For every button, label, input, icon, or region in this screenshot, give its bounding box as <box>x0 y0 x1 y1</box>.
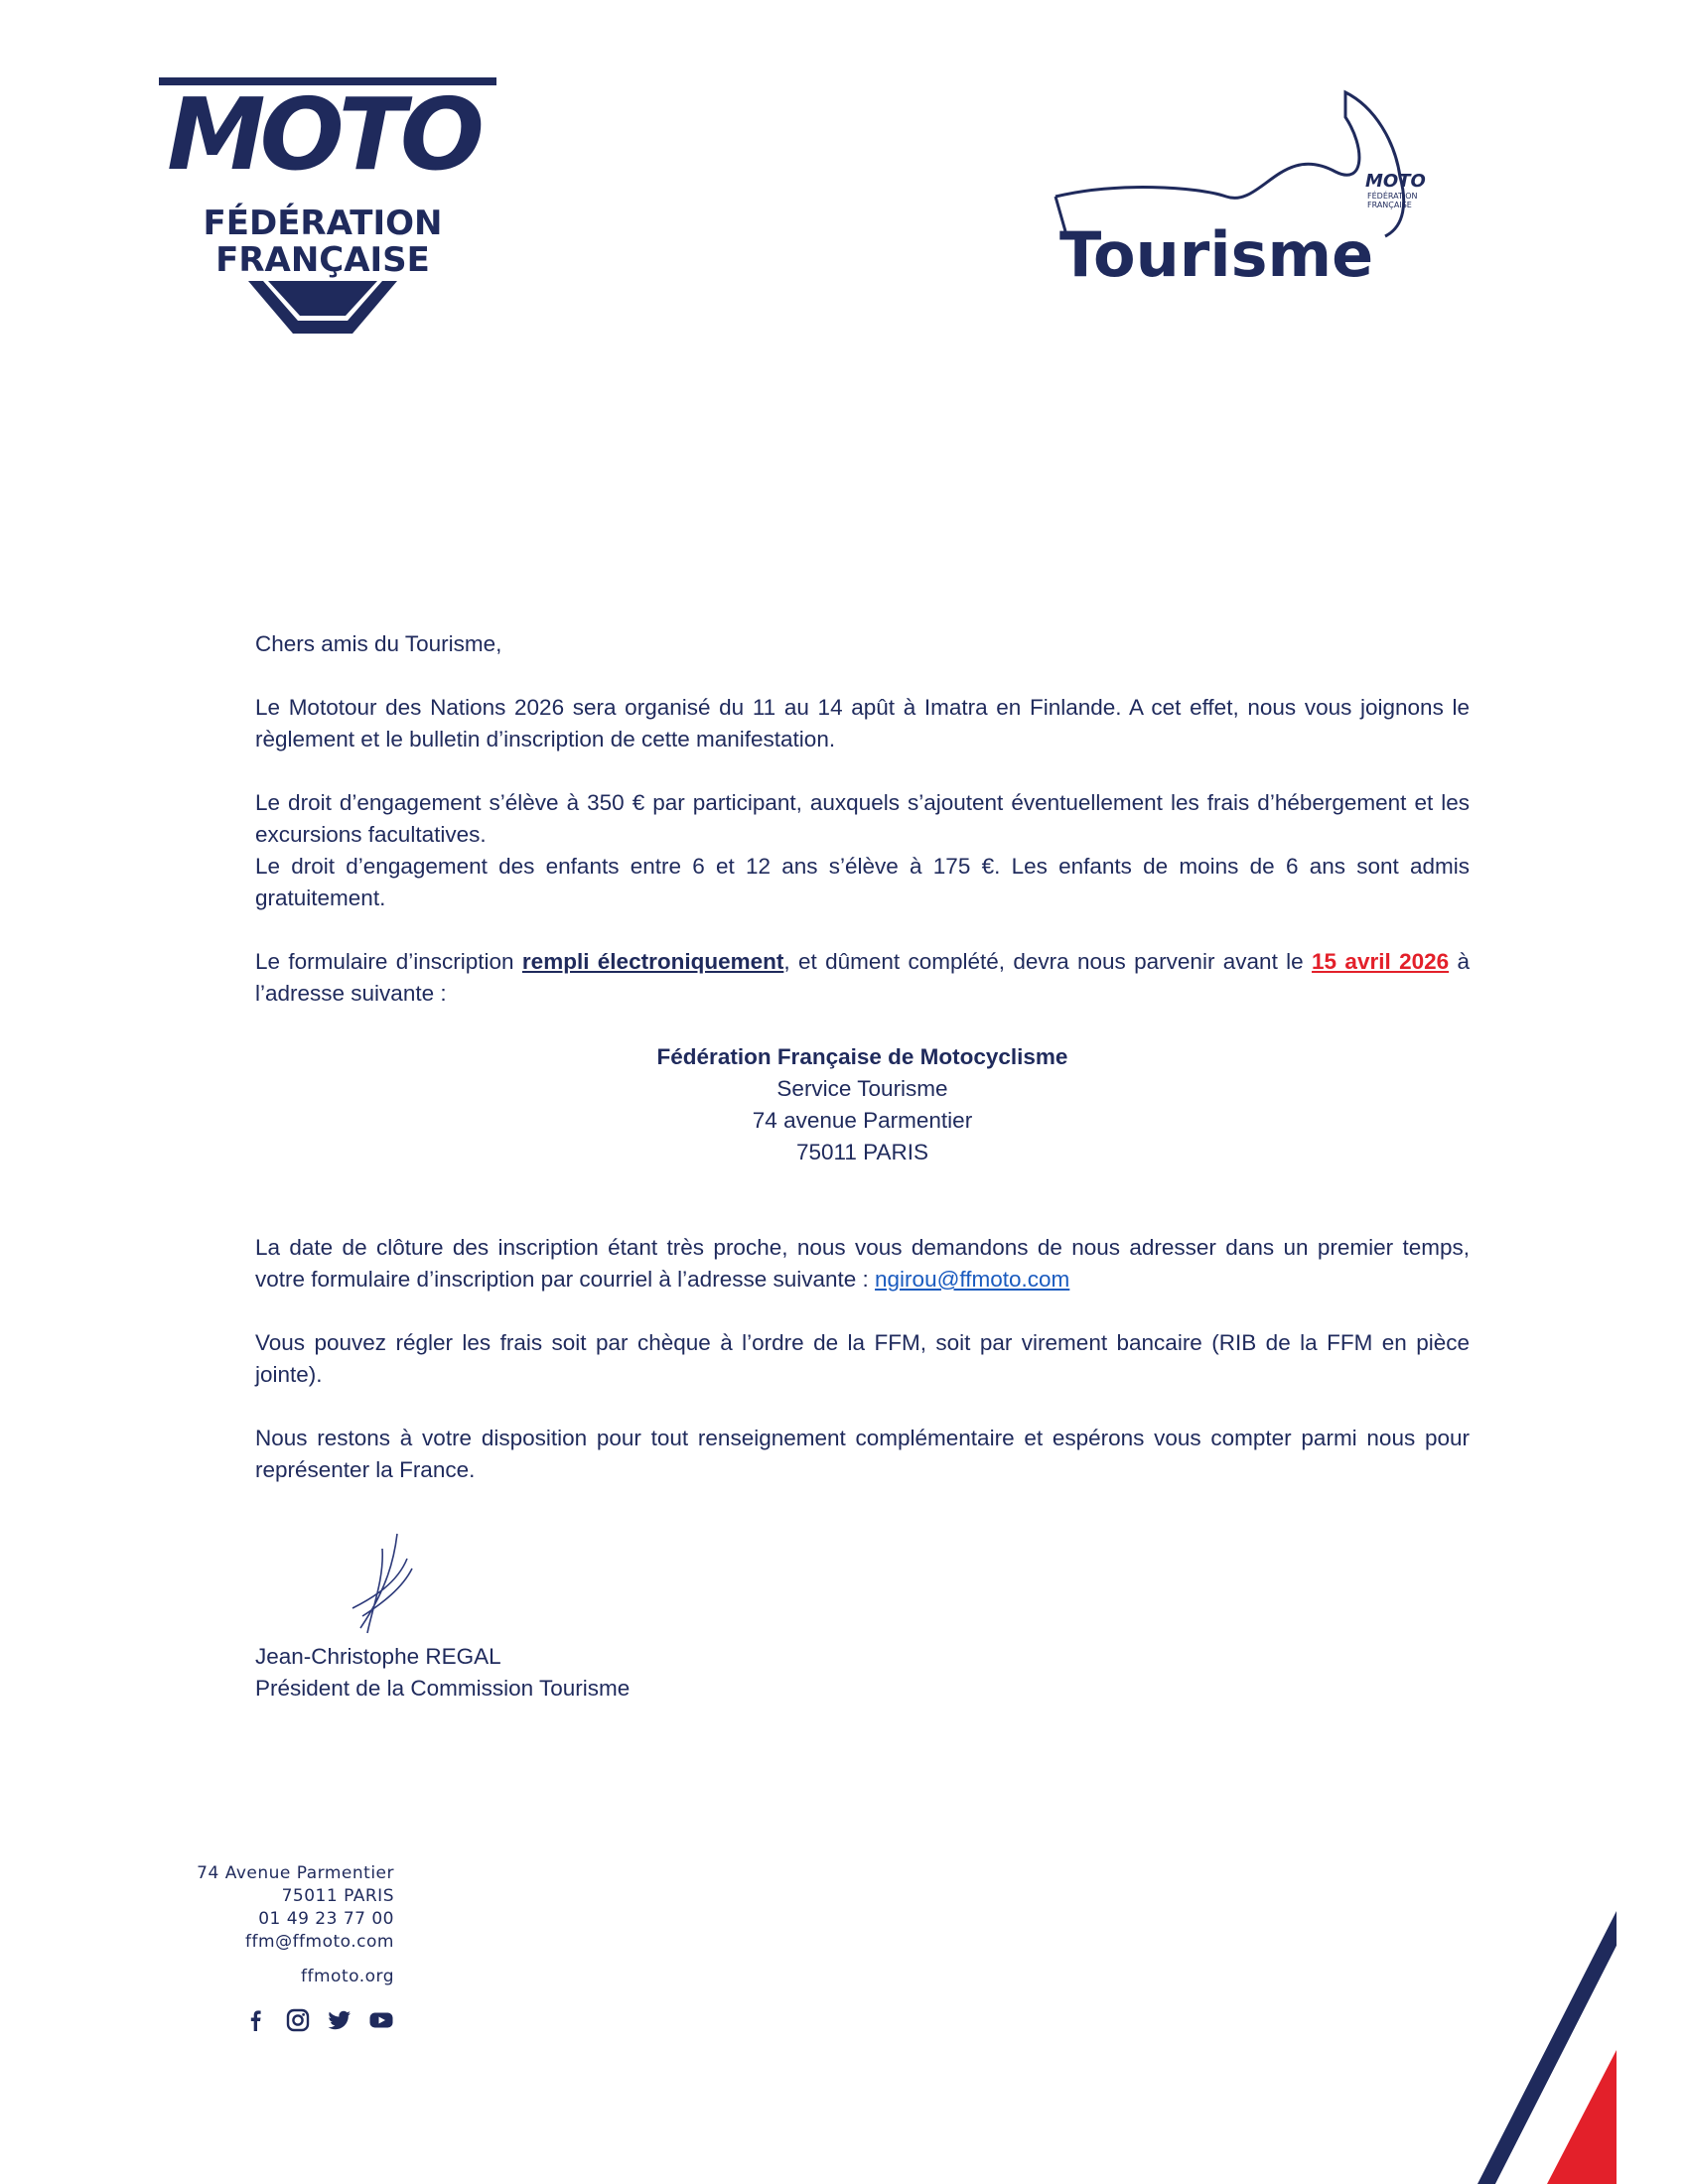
svg-text:FRANÇAISE: FRANÇAISE <box>1367 201 1412 209</box>
paragraph-event: Le Mototour des Nations 2026 sera organisé du 11 au 14 apût à Imatra en Finlande. A cet effet, nous vous joignons le règlement et le bulletin d’inscription de cette manifestation. <box>255 695 1470 751</box>
signer-name: Jean-Christophe REGAL <box>255 1644 501 1669</box>
paragraph-closing: Nous restons à votre disposition pour tout renseignement complémentaire et espérons vous compter parmi nous pour représenter la France. <box>255 1426 1470 1482</box>
svg-text:FÉDÉRATION: FÉDÉRATION <box>203 204 443 243</box>
footer-email[interactable]: ffm@ffmoto.com <box>245 1932 394 1952</box>
footer-contact <box>149 1862 394 1988</box>
ffm-logo <box>149 77 496 334</box>
signer-title: Président de la Commission Tourisme <box>255 1676 631 1701</box>
svg-text:MOTO: MOTO <box>1365 171 1426 192</box>
svg-text:FÉDÉRATION: FÉDÉRATION <box>1367 192 1418 201</box>
address-city: 75011 PARIS <box>795 1140 928 1164</box>
svg-text:Tourisme: Tourisme <box>1059 218 1374 291</box>
footer-address-line2: 75011 PARIS <box>281 1886 394 1906</box>
facebook-icon[interactable] <box>243 2007 269 2033</box>
paragraph-deadline: Le formulaire d’inscription rempli électroniquement, et dûment complété, devra nous parvenir avant le 15 avril 2026 à l’adresse suivante : <box>255 949 1470 1006</box>
contact-email-link[interactable]: ngirou@ffmoto.com <box>875 1267 1070 1292</box>
handwritten-signature <box>343 1529 432 1638</box>
tricolor-stripe <box>1477 1911 1617 2184</box>
footer-phone: 01 49 23 77 00 <box>258 1909 394 1929</box>
deadline-date: 15 avril 2026 <box>1312 949 1450 974</box>
emphasis-electronic: rempli électroniquement <box>521 949 784 974</box>
paragraph-payment: Vous pouvez régler les frais soit par chèque à l’ordre de la FFM, soit par virement bancaire (RIB de la FFM en pièce jointe). <box>255 1330 1470 1387</box>
paragraph-email: La date de clôture des inscription étant très proche, nous vous demandons de nous adresser dans un premier temps, votre formulaire d’inscription par courriel à l’adresse suivante : ngirou@ffmoto.com <box>255 1235 1470 1292</box>
svg-text:MOTO: MOTO <box>167 77 479 193</box>
footer-address-line1: 74 Avenue Parmentier <box>197 1863 394 1883</box>
address-service: Service Tourisme <box>776 1076 948 1101</box>
youtube-icon[interactable] <box>368 2007 394 2033</box>
footer-website[interactable]: ffmoto.org <box>301 1967 394 1986</box>
address-org: Fédération Française de Motocyclisme <box>656 1044 1068 1069</box>
address-street: 74 avenue Parmentier <box>752 1108 973 1133</box>
greeting: Chers amis du Tourisme, <box>255 631 502 656</box>
instagram-icon[interactable] <box>285 2007 311 2033</box>
svg-text:FRANÇAISE: FRANÇAISE <box>215 240 430 280</box>
paragraph-children-fee: Le droit d’engagement des enfants entre 6 et 12 ans s’élève à 175 €. Les enfants de moins de 6 ans sont admis gratuitement. <box>255 854 1470 910</box>
paragraph-fee: Le droit d’engagement s’élève à 350 € par participant, auxquels s’ajoutent éventuellement les frais d’hébergement et les excursions facultatives. <box>255 790 1470 847</box>
tourisme-logo <box>1048 87 1430 296</box>
social-links <box>243 2007 394 2033</box>
letter-body <box>255 628 1470 1486</box>
twitter-icon[interactable] <box>327 2007 352 2033</box>
signer-block <box>255 1641 630 1705</box>
